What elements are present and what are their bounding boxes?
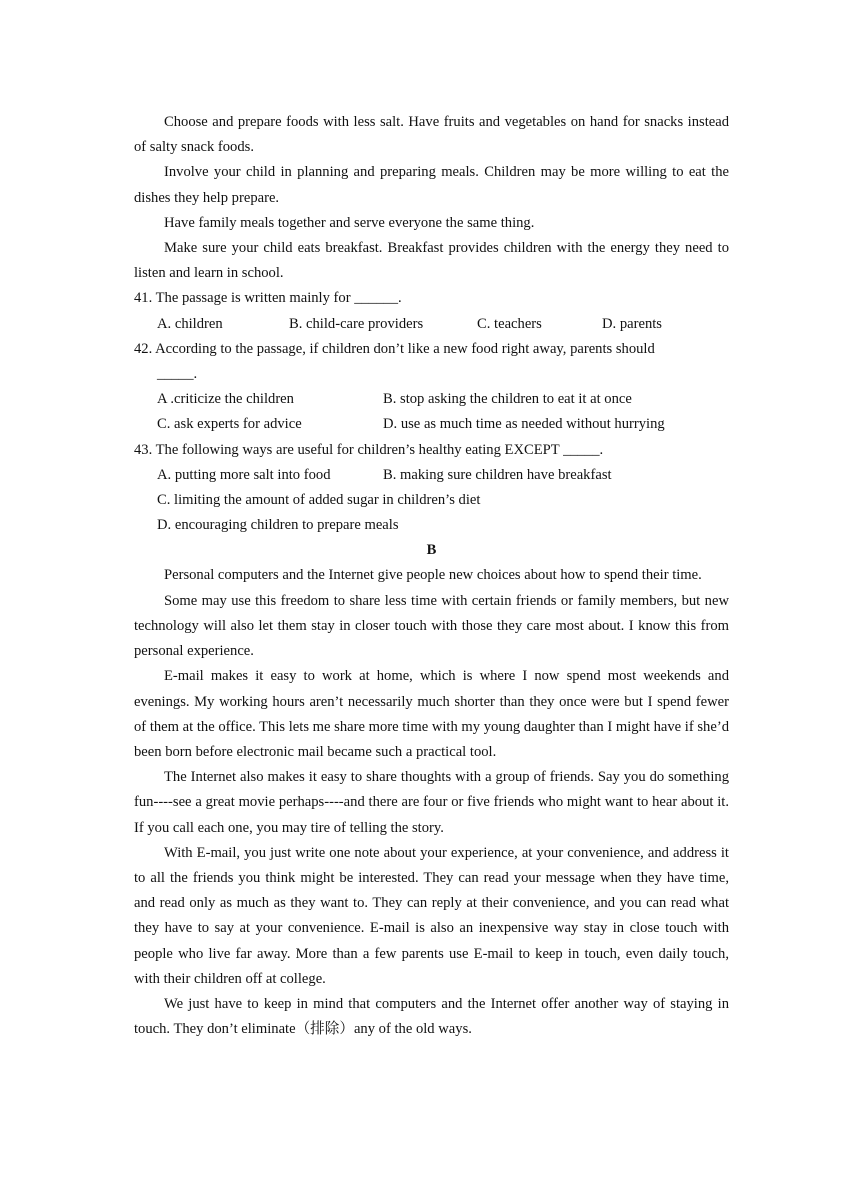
option-b: B. making sure children have breakfast [383,466,612,483]
paragraph: Some may use this freedom to share less time with certain friends or family members, but new technology will also let them stay in closer touch with those they care most about. I know this from personal experience. [134,592,729,660]
paragraph: We just have to keep in mind that computers and the Internet offer another way of staying in touch. They don’t eliminate（排除）any of the old ways. [134,995,729,1038]
paragraph: With E-mail, you just write one note about your experience, at your convenience, and address it to all the friends you think might be interested. They can read your message when they have time, and read only as much as they want to. They can reply at their convenience, and you can read what they have to say at your convenience. E-mail is also an inexpensive way stay in close touch with people who live far away. More than a few parents use E-mail to keep in touch, even daily touch, with their children off at college. [134,844,729,987]
question-42-options-row1 [134,387,729,412]
option-b: B. stop asking the children to eat it at once [383,391,632,408]
question-41-stem: 41. The passage is written mainly for ______. [134,290,402,307]
question-42-options-row2 [134,412,729,437]
question-41-options [134,312,729,337]
paragraph: Choose and prepare foods with less salt. Have fruits and vegetables on hand for snacks instead of salty snack foods. [134,114,729,156]
paragraph: Have family meals together and serve everyone the same thing. [164,214,535,231]
option-c: C. ask experts for advice [157,416,302,433]
paragraph: Involve your child in planning and preparing meals. Children may be more willing to eat the dishes they help prepare. [134,164,729,206]
paragraph: The Internet also makes it easy to share thoughts with a group of friends. Say you do something fun----see a great movie perhaps----and there are four or five friends who might want to hear about it. If you call each one, you may tire of telling the story. [134,769,729,836]
option-a: A .criticize the children [157,391,294,408]
option-d: D. parents [602,315,662,332]
option-d: D. use as much time as needed without hurrying [383,416,665,433]
option-a: A. children [157,315,223,332]
question-42-blank: _____. [157,365,198,382]
paragraph: E-mail makes it easy to work at home, which is where I now spend most weekends and evenings. My working hours aren’t necessarily much shorter than they once were but I spend fewer of them at the office. This lets me share more time with my young daughter than I might have if she’d been born before electronic mail became such a practical tool. [134,668,729,760]
paragraph: Make sure your child eats breakfast. Breakfast provides children with the energy they need to listen and learn in school. [134,240,729,282]
question-43-stem: 43. The following ways are useful for children’s healthy eating EXCEPT _____. [134,441,604,458]
question-42-stem: 42. According to the passage, if children don’t like a new food right away, parents should [134,340,655,357]
option-d: D. encouraging children to prepare meals [157,517,399,534]
option-c: C. limiting the amount of added sugar in children’s diet [157,491,481,508]
paragraph: Personal computers and the Internet give people new choices about how to spend their time. [164,567,702,584]
option-c: C. teachers [477,315,542,332]
option-a: A. putting more salt into food [157,466,331,483]
section-title: B [426,542,437,559]
document-page [134,110,729,1042]
option-b: B. child-care providers [289,315,424,332]
question-43-options-row1 [134,463,729,488]
